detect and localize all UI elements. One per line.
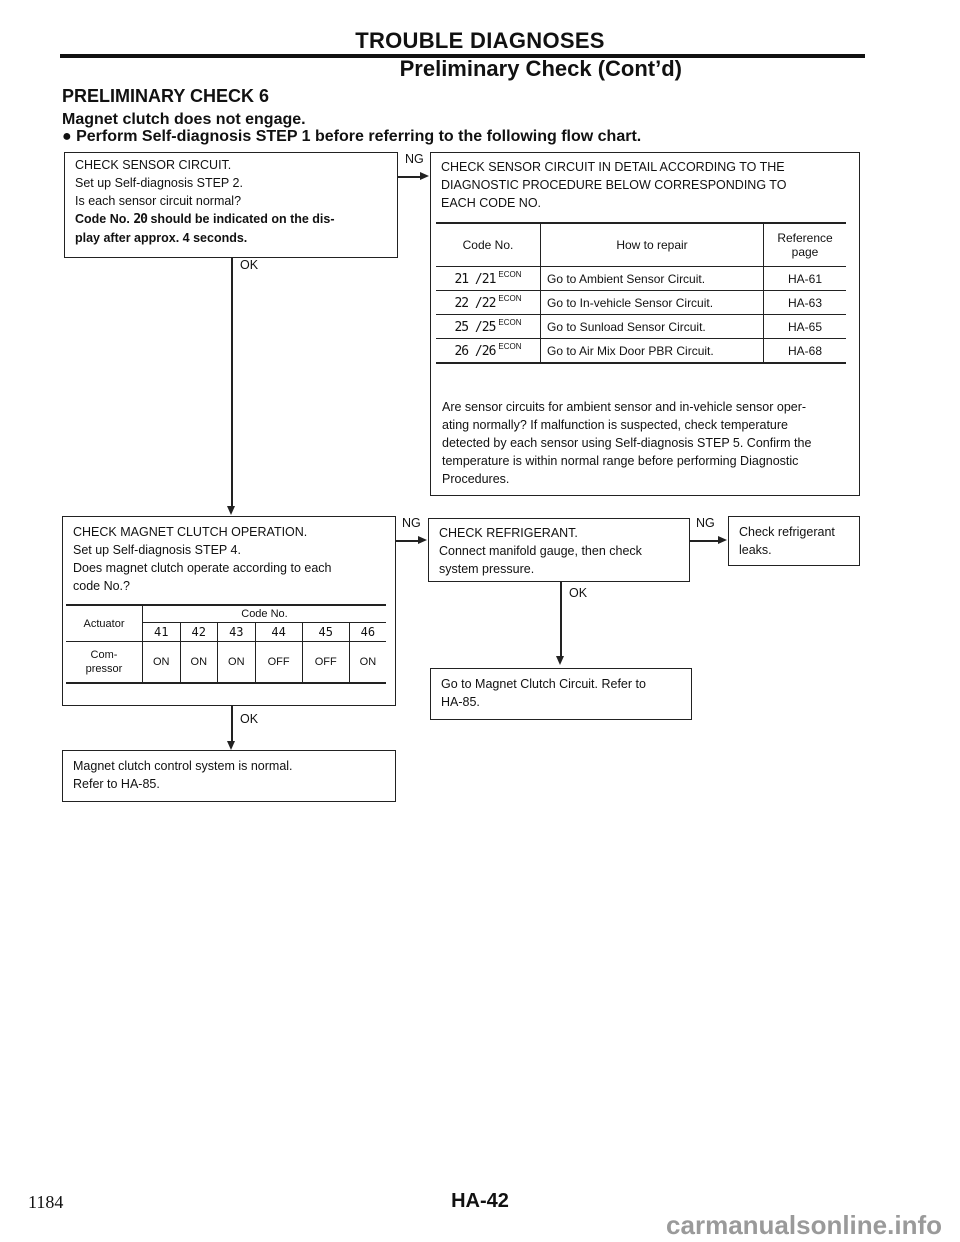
ng-label-2: NG: [402, 516, 421, 530]
check-sensor-circuit-box: [64, 152, 398, 258]
col-code-no: Code No.: [436, 223, 541, 267]
actuator-label: Actuator: [66, 605, 143, 642]
check-refrigerant-leaks-box: [728, 516, 860, 566]
box1-line5: play after approx. 4 seconds.: [75, 231, 248, 245]
code-45: 45: [302, 623, 349, 642]
row2-sup: ECON: [498, 294, 522, 303]
row3-sup: ECON: [498, 318, 522, 327]
ng-connector-3: [690, 540, 718, 542]
row2-repair: Go to In-vehicle Sensor Circuit.: [541, 291, 764, 315]
ng-arrow-2: [418, 536, 427, 544]
col-reference-line1: Reference: [777, 231, 833, 245]
compressor-label: [66, 642, 143, 684]
col-reference-page: [764, 223, 847, 267]
actuator-table: [66, 604, 386, 684]
ng-connector-2: [396, 540, 418, 542]
ok-label-2: OK: [569, 586, 588, 600]
row2-code-text: 22 /22: [454, 296, 496, 311]
section-heading: Magnet clutch does not engage.: [62, 111, 306, 128]
box5-line1: Check refrigerant: [739, 525, 835, 539]
section-bullet: ● Perform Self-diagnosis STEP 1 before referring to the following flow chart.: [62, 128, 642, 145]
code-42: 42: [180, 623, 218, 642]
row3-ref: HA-65: [764, 315, 847, 339]
table-row: [436, 267, 846, 291]
state-45: OFF: [302, 642, 349, 684]
ok-label-1: OK: [240, 258, 259, 272]
row4-repair: Go to Air Mix Door PBR Circuit.: [541, 339, 764, 364]
table-header-row: [436, 223, 846, 267]
box2-intro2: DIAGNOSTIC PROCEDURE BELOW CORRESPONDING TO: [441, 178, 787, 192]
box4-line2: Connect manifold gauge, then check: [439, 544, 642, 558]
box2-note1: Are sensor circuits for ambient sensor and in-vehicle sensor oper-: [442, 400, 807, 414]
compressor-row: [66, 642, 386, 684]
box2-note4: temperature is within normal range before performing Diagnostic: [442, 454, 799, 468]
row4-sup: ECON: [498, 342, 522, 351]
box3-line4: code No.?: [73, 579, 130, 593]
page-header-title: TROUBLE DIAGNOSES: [355, 28, 605, 53]
magnet-clutch-circuit-box: [430, 668, 692, 720]
code-41: 41: [143, 623, 181, 642]
row1-repair: Go to Ambient Sensor Circuit.: [541, 267, 764, 291]
ok-connector-2: [560, 582, 562, 656]
ok-connector-3: [231, 706, 233, 742]
ng-arrow-3: [718, 536, 727, 544]
ng-arrow-1: [420, 172, 429, 180]
compressor-line1: Com-: [90, 649, 118, 661]
actuator-header-row: [66, 605, 386, 623]
box1-line3: Is each sensor circuit normal?: [75, 194, 242, 208]
box7-line1: Magnet clutch control system is normal.: [73, 759, 293, 773]
box3-line2: Set up Self-diagnosis STEP 4.: [73, 543, 241, 557]
box1-line4-pre: Code No.: [75, 212, 130, 226]
section-title: PRELIMINARY CHECK 6: [62, 86, 270, 106]
box4-line3: system pressure.: [439, 562, 535, 576]
row3-code: [436, 315, 541, 339]
box5-line2: leaks.: [739, 543, 772, 557]
box2-note2: ating normally? If malfunction is suspected, check temperature: [442, 418, 789, 432]
row1-ref: HA-61: [764, 267, 847, 291]
ok-connector-1: [231, 258, 233, 506]
box1-line4-post: should be indicated on the dis-: [150, 212, 335, 226]
code-43: 43: [218, 623, 256, 642]
ok-arrow-1: [227, 506, 235, 515]
check-refrigerant-box: [428, 518, 690, 582]
box3-line3: Does magnet clutch operate according to each: [73, 561, 332, 575]
box6-line1: Go to Magnet Clutch Circuit. Refer to: [441, 677, 646, 691]
box1-line1: CHECK SENSOR CIRCUIT.: [75, 158, 232, 172]
code-44: 44: [255, 623, 302, 642]
footer-page-number-left: 1184: [28, 1192, 64, 1212]
state-44: OFF: [255, 642, 302, 684]
ok-arrow-3: [227, 741, 235, 750]
page-header-subtitle: Preliminary Check (Cont’d): [399, 56, 682, 81]
row2-code: [436, 291, 541, 315]
table-row: [436, 339, 846, 364]
col-how-to-repair: How to repair: [541, 223, 764, 267]
table-row: [436, 315, 846, 339]
box3-line1: CHECK MAGNET CLUTCH OPERATION.: [73, 525, 308, 539]
state-46: ON: [349, 642, 386, 684]
box1-line4: [75, 210, 387, 229]
state-42: ON: [180, 642, 218, 684]
box4-line1: CHECK REFRIGERANT.: [439, 526, 578, 540]
row4-ref: HA-68: [764, 339, 847, 364]
ng-connector-1: [398, 176, 420, 178]
col-reference-line2: page: [791, 245, 819, 259]
box6-line2: HA-85.: [441, 695, 480, 709]
box2-note: [442, 398, 854, 488]
system-normal-box: [62, 750, 396, 802]
row3-repair: Go to Sunload Sensor Circuit.: [541, 315, 764, 339]
state-41: ON: [143, 642, 181, 684]
code-reference-table: [436, 222, 846, 364]
state-43: ON: [218, 642, 256, 684]
row2-ref: HA-63: [764, 291, 847, 315]
row3-code-text: 25 /25: [454, 320, 496, 335]
ok-arrow-2: [556, 656, 564, 665]
box7-line2: Refer to HA-85.: [73, 777, 160, 791]
compressor-line2: pressor: [85, 663, 123, 675]
box2-note3: detected by each sensor using Self-diagnosis STEP 5. Confirm the: [442, 436, 812, 450]
code-no-label: Code No.: [143, 605, 387, 623]
row1-code-text: 21 /21: [454, 272, 496, 287]
box1-line2: Set up Self-diagnosis STEP 2.: [75, 176, 243, 190]
box1-code-20: 20: [133, 212, 147, 227]
box2-intro1: CHECK SENSOR CIRCUIT IN DETAIL ACCORDING TO THE: [441, 160, 785, 174]
box2-intro3: EACH CODE NO.: [441, 196, 542, 210]
row4-code-text: 26 /26: [454, 344, 496, 359]
watermark: carmanualsonline.info: [666, 1210, 942, 1240]
box2-note5: Procedures.: [442, 472, 510, 486]
row1-code: [436, 267, 541, 291]
ng-label-1: NG: [405, 152, 424, 166]
ng-label-3: NG: [696, 516, 715, 530]
row4-code: [436, 339, 541, 364]
code-46: 46: [349, 623, 386, 642]
footer-page-code: HA-42: [451, 1190, 509, 1212]
row1-sup: ECON: [498, 270, 522, 279]
table-row: [436, 291, 846, 315]
ok-label-3: OK: [240, 712, 259, 726]
